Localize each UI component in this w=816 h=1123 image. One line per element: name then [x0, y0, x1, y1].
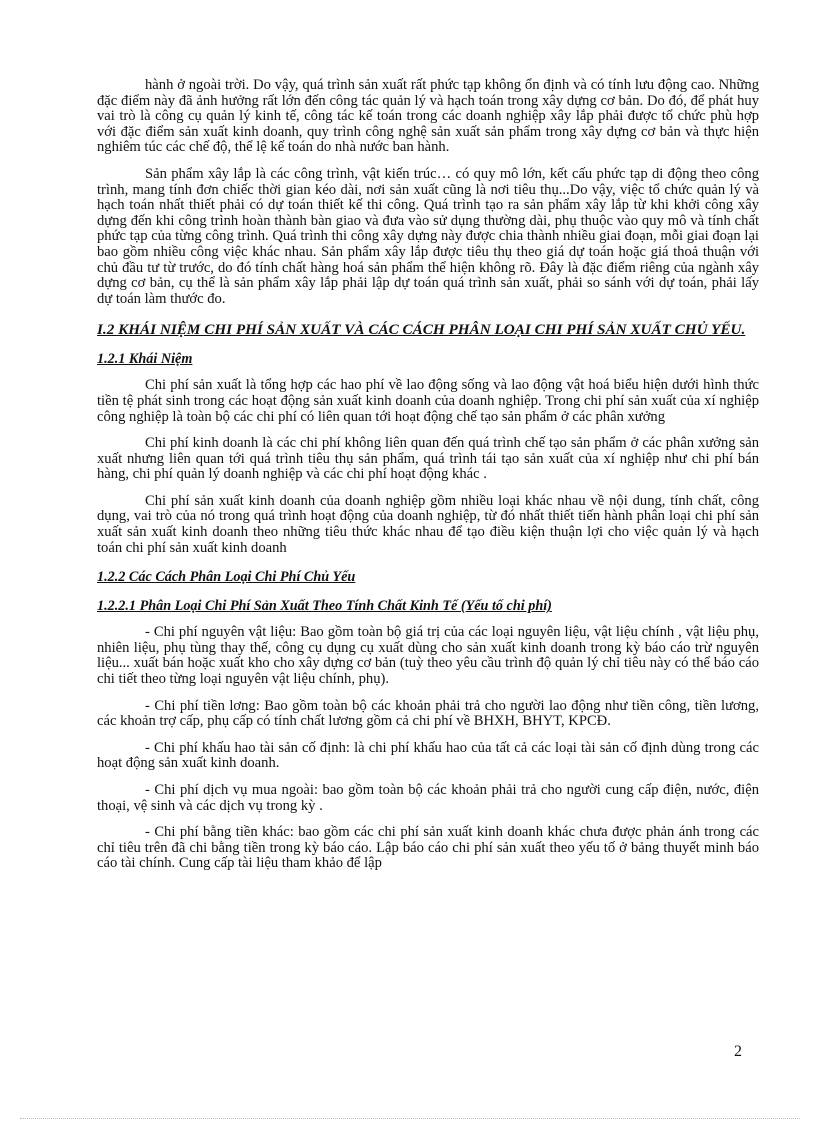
paragraph-construction-products: Sản phẩm xây lắp là các công trình, vật kiến trúc… có quy mô lớn, kết cấu phức tạp di động theo công trình, mang tính đơn chiếc thời gian kéo dài, nơi sản xuất cũng là nơi tiêu thụ...Do vậy, việc tổ chức quản lý và hạch toán nhất thiết phải có dự toán thiết kế thi công. Quá trình tạo ra sản phẩm xây lắp từ khi khởi công xây dựng đến khi công trình hoàn thành bàn giao và đưa vào sử dụng thường dài, phụ thuộc vào quy mô và tính chất phức tạp của từng công trình. Quá trình thi công xây dựng này được chia thành nhiều giai đoạn, mỗi giai đoạn lại bao gồm nhiều công việc khác nhau. Sản phẩm xây lắp được tiêu thụ theo giá dự toán hoặc giá thoả thuận với chủ đầu tư từ trước, do đó tính chất hàng hoá sản phẩm thể hiện không rõ. Đây là đặc điểm riêng của ngành xây dựng cơ bản, cụ thể là sản phẩm xây lắp phải lập dự toán quá trình sản xuất, phải so sánh với dự toán, phải lấy dự toán làm thước đo. — [97, 165, 759, 307]
paragraph-cost-classification: Chi phí sản xuất kinh doanh của doanh nghiệp gồm nhiều loại khác nhau về nội dung, tính chất, công dụng, vai trò của nó trong quá trình hoạt động của doanh nghiệp, từ đó nhất thiết tiến hành phân loại chi phí sản xuất sản xuất kinh doanh theo những tiêu thức khác nhau để tạo điều kiện thuận lợi cho việc quản lý và hạch toán chi phí sản xuất kinh doanh — [97, 492, 759, 556]
paragraph-material-cost: - Chi phí nguyên vật liệu: Bao gồm toàn bộ giá trị của các loại nguyên liệu, vật liệu chính , vật liệu phụ, nhiên liệu, phụ tùng thay thế, công cụ dụng cụ xuất dùng cho sản xuất kinh doanh trong kỳ báo cáo trừ nguyên liệu... xuất bán hoặc xuất kho cho xây dựng cơ bản (tuỳ theo yêu cầu trình độ quản lý chỉ tiêu này có thể báo cáo chi tiết theo từng loại nguyên vật liệu chính, phụ). — [97, 624, 759, 688]
heading-1-2-2: 1.2.2 Các Cách Phân Loại Chi Phí Chủ Yếu — [97, 569, 356, 586]
paragraph-construction-characteristics: hành ở ngoài trời. Do vậy, quá trình sản xuất rất phức tạp không ổn định và có tính lưu động cao. Những đặc điểm này đã ảnh hưởng rất lớn đến công tác quản lý và hạch toán trong xây dựng cơ bản. Do đó, để phát huy vai trò là công cụ quản lý kinh tế, công tác kế toán trong các doanh nghiệp xây lắp phải được tổ chức phù hợp với đặc điểm sản xuất kinh doanh, quy trình công nghệ sản xuất sản phẩm trong xây dựng cơ bản và thực hiện nghiêm túc các chế độ, thể lệ kế toán do nhà nước ban hành. — [97, 77, 759, 156]
paragraph-salary-cost: - Chi phí tiền lơng: Bao gồm toàn bộ các khoản phải trả cho người lao động như tiền công, tiền lương, các khoản trợ cấp, phụ cấp có tính chất lương gồm cả chi phí về BHXH, BHYT, KPCĐ. — [97, 697, 759, 730]
paragraph-outsourced-services-cost: - Chi phí dịch vụ mua ngoài: bao gồm toàn bộ các khoản phải trả cho người cung cấp điện, nước, điện thoại, vệ sinh và các dịch vụ trong kỳ . — [97, 782, 759, 814]
paragraph-depreciation-cost: - Chi phí khấu hao tài sản cố định: là chi phí khấu hao của tất cả các loại tài sản cố định dùng trong các hoạt động sản xuất kinh doanh. — [97, 739, 759, 772]
paragraph-business-cost: Chi phí kinh doanh là các chi phí không liên quan đến quá trình chế tạo sản phẩm ở các phân xưởng sản xuất nhưng liên quan tới quá trình tiêu thụ sản phẩm, quá trình tái tạo sản xuất của xí nghiệp như chi phí bán hàng, chi phí quản lý doanh nghiệp và các chi phí hoạt động khác . — [97, 435, 759, 483]
heading-1-2-2-1: 1.2.2.1 Phân Loại Chi Phí Sản Xuất Theo Tính Chất Kinh Tế (Yếu tố chi phí) — [97, 598, 552, 615]
heading-1-2-1: 1.2.1 Khái Niệm — [97, 351, 193, 368]
page-bottom-divider — [20, 1118, 800, 1119]
paragraph-other-cash-cost: - Chi phí bằng tiền khác: bao gồm các chi phí sản xuất kinh doanh khác chưa được phản ánh trong các chỉ tiêu trên đã chi bằng tiền trong kỳ báo cáo. Lập báo cáo chi phí sản xuất theo yếu tố ở bảng thuyết minh báo cáo tài chính. Cung cấp tài liệu tham khảo để lập — [97, 824, 759, 872]
paragraph-cost-definition: Chi phí sản xuất là tổng hợp các hao phí về lao động sống và lao động vật hoá biểu hiện dưới hình thức tiền tệ phát sinh trong các hoạt động sản xuất kinh doanh của doanh nghiệp. Trong chi phí sản xuất của xí nghiệp công nghiệp là toàn bộ các chi phí có liên quan tới hoạt động chế tạo sản phẩm ở các phân xưởng — [97, 377, 759, 425]
heading-section-1-2: I.2 KHÁI NIỆM CHI PHÍ SẢN XUẤT VÀ CÁC CÁCH PHÂN LOẠI CHI PHÍ SẢN XUẤT CHỦ YẾU. — [97, 321, 746, 339]
page-number: 2 — [734, 1043, 742, 1060]
document-page — [97, 78, 759, 872]
